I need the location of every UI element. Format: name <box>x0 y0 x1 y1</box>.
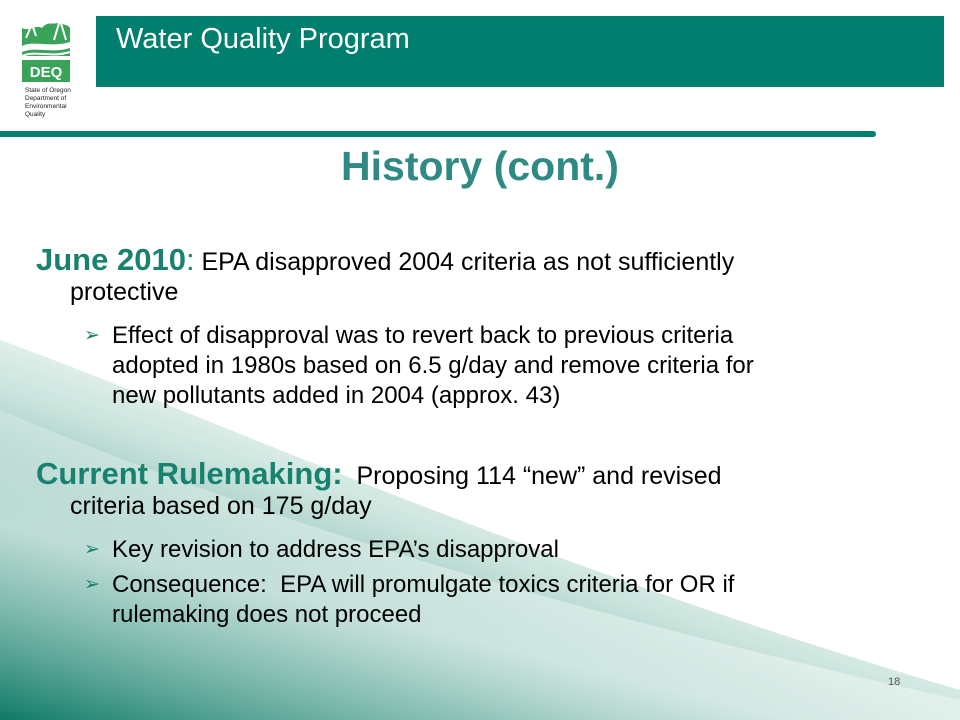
section-text-continued: criteria based on 175 g/day <box>70 492 372 520</box>
logo-caption-line: Department of <box>25 95 67 102</box>
section-text: EPA disapproved 2004 criteria as not sufficiently <box>194 248 735 276</box>
sub-bullet-line: new pollutants added in 2004 (approx. 43) <box>112 382 561 409</box>
sub-bullet <box>84 570 904 630</box>
section-current-rulemaking <box>36 456 941 521</box>
section-june-2010 <box>36 242 941 307</box>
header-bar <box>96 16 944 87</box>
section-text: Proposing 114 “new” and revised <box>342 462 722 490</box>
logo-acronym: DEQ <box>29 64 63 81</box>
divider-line <box>0 131 876 137</box>
sub-bullet-line: rulemaking does not proceed <box>112 601 422 628</box>
sub-bullet-line: Consequence: EPA will promulgate toxics criteria for OR if <box>112 571 735 598</box>
logo-caption-line: State of Oregon <box>25 87 71 94</box>
section-lead: Current Rulemaking: <box>36 456 343 491</box>
section-lead-separator: : <box>185 242 195 277</box>
logo-caption-line: Environmental <box>25 103 67 110</box>
arrow-bullet-icon: ➢ <box>84 574 100 595</box>
arrow-bullet-icon: ➢ <box>84 325 100 346</box>
section-text-continued: protective <box>70 278 179 306</box>
header-title: Water Quality Program <box>116 23 410 55</box>
logo-caption <box>25 87 87 119</box>
slide-title: History (cont.) <box>341 143 619 189</box>
page-number: 18 <box>888 676 901 688</box>
sub-bullet-line: adopted in 1980s based on 6.5 g/day and remove criteria for <box>112 352 754 379</box>
arrow-bullet-icon: ➢ <box>84 539 100 560</box>
section-lead: June 2010 <box>36 242 186 277</box>
sub-bullet <box>84 535 904 565</box>
sub-bullet-line: Effect of disapproval was to revert back to previous criteria <box>112 322 734 349</box>
sub-bullet <box>84 321 904 411</box>
sub-bullet-line: Key revision to address EPA’s disapproval <box>112 536 559 563</box>
logo-caption-line: Quality <box>25 111 46 118</box>
